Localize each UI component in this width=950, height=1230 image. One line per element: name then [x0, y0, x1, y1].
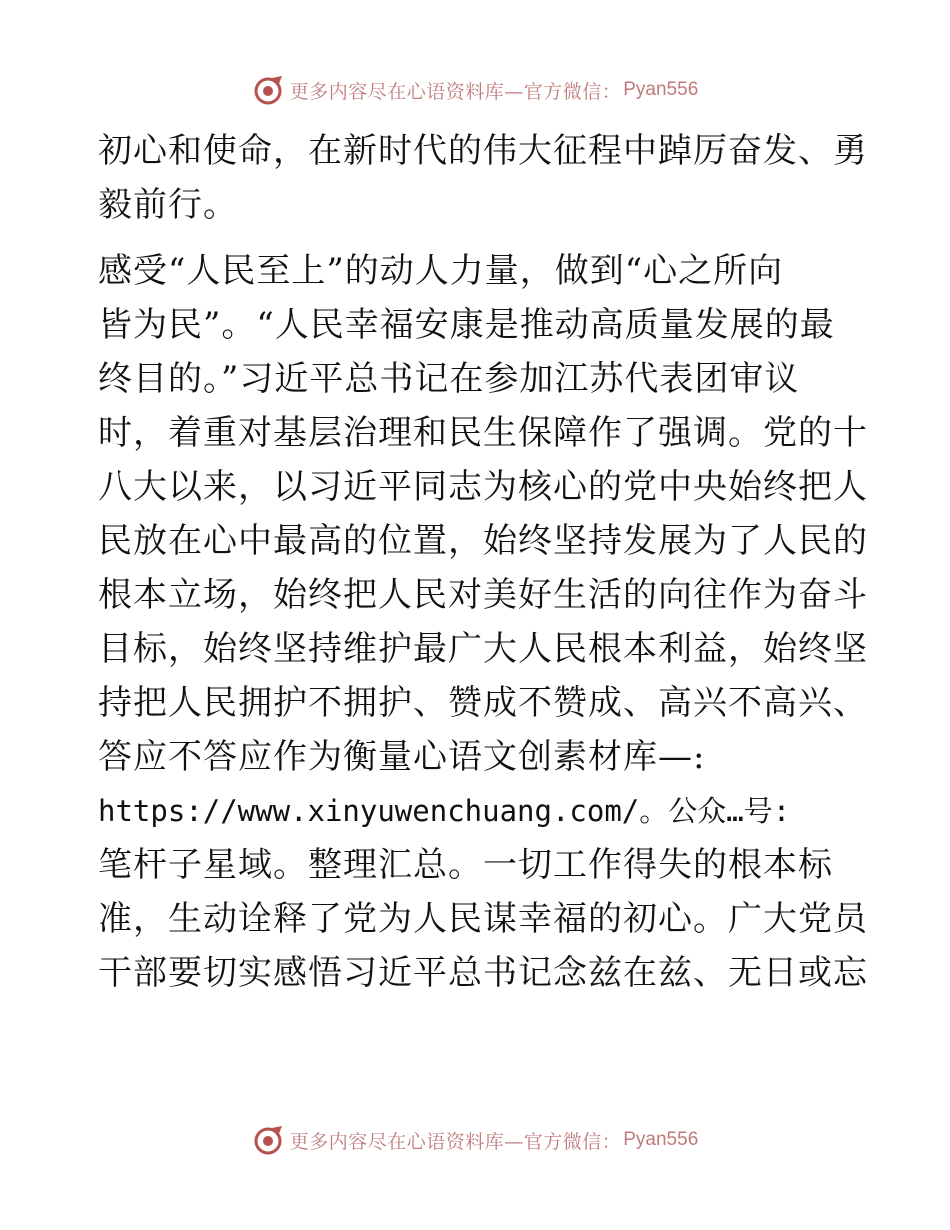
text-line: 终目的。”习近平总书记在参加江苏代表团审议	[98, 359, 800, 399]
text-line: 答应不答应作为衡量心语文创素材库—:	[98, 737, 706, 777]
document-body	[98, 124, 868, 1000]
text-line: 持把人民拥护不拥护、赞成不赞成、高兴不高兴、	[98, 683, 868, 723]
text-line: 民放在心中最高的位置，始终坚持发展为了人民的	[98, 521, 868, 561]
text-line: 干部要切实感悟习近平总书记念兹在兹、无日或忘	[98, 953, 868, 993]
text-line: 根本立场，始终把人民对美好生活的向往作为奋斗	[98, 575, 868, 615]
text-line: 初心和使命，在新时代的伟大征程中踔厉奋发、勇	[98, 131, 868, 171]
header-text: 更多内容尽在心语资料库—官方微信：	[289, 80, 622, 103]
text-line: 笔杆子星域。整理汇总。一切工作得失的根本标	[98, 845, 833, 885]
header-wechat-id: Pyan556	[623, 79, 699, 100]
text-line: 感受“人民至上”的动人力量，做到“心之所向	[98, 251, 784, 291]
text-line: 目标，始终坚持维护最广大人民根本利益，始终坚	[98, 629, 868, 669]
footer-text: 更多内容尽在心语资料库—官方微信：	[289, 1130, 622, 1153]
text-line: 时，着重对基层治理和民生保障作了强调。党的十	[98, 413, 868, 453]
text-line: 准，生动诠释了党为人民谋幸福的初心。广大党员	[98, 899, 868, 939]
footer-watermark	[0, 1122, 950, 1158]
text-line: 毅前行。	[98, 185, 238, 225]
logo-icon	[252, 1124, 284, 1156]
text-line: 皆为民”。“人民幸福安康是推动高质量发展的最	[98, 305, 835, 345]
url-line: https://www.xinyuwenchuang.com/。公众…号:	[98, 794, 791, 828]
logo-icon	[252, 74, 284, 106]
header-watermark	[0, 72, 950, 108]
text-line: 八大以来，以习近平同志为核心的党中央始终把人	[98, 467, 868, 507]
footer-wechat-id: Pyan556	[623, 1129, 699, 1150]
